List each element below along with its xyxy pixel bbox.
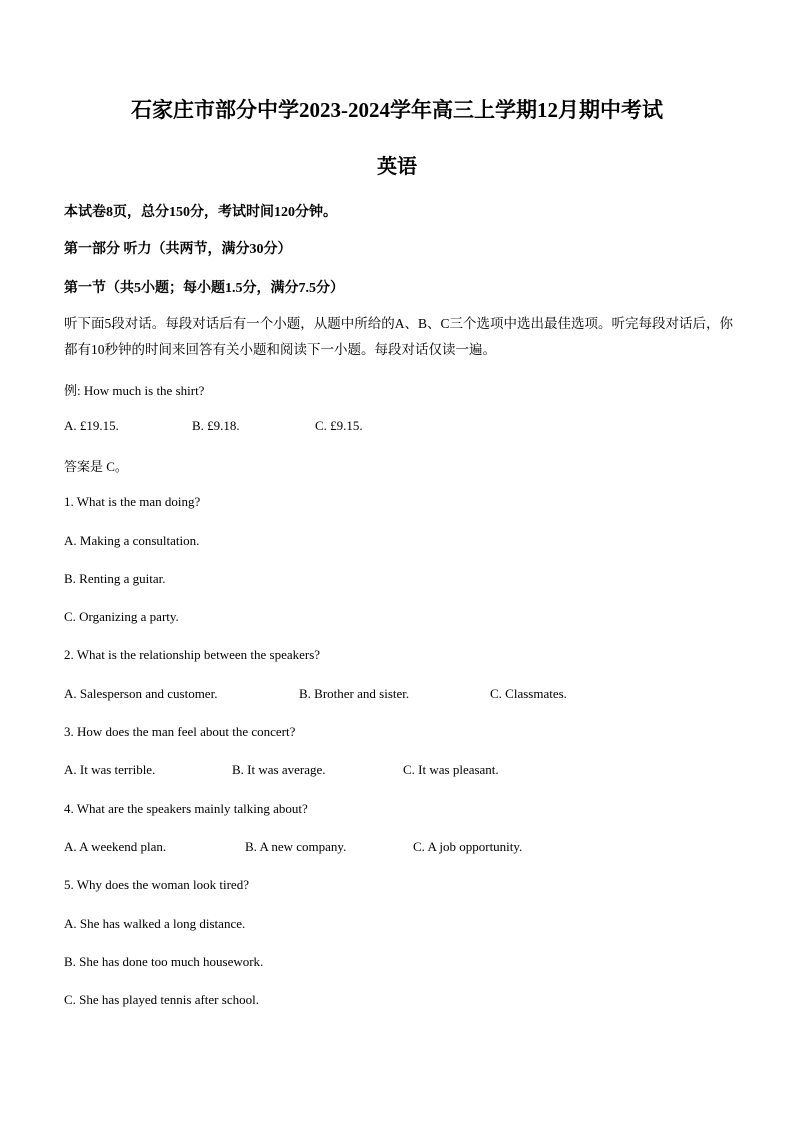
question-1-option-b: B. Renting a guitar. <box>64 571 166 586</box>
instructions-paragraph: 听下面5段对话。每段对话后有一个小题，从题中所给的A、B、C三个选项中选出最佳选项。听完每段对话后，你都有10秒钟的时间来回答有关小题和阅读下一小题。每段对话仅读一遍。 <box>64 316 734 357</box>
example-option-a: A. £19.15. <box>64 418 119 433</box>
question-4-option-a: A. A weekend plan. <box>64 839 167 854</box>
question-2-option-b: B. Brother and sister. <box>299 686 410 701</box>
example-question: 例: How much is the shirt? <box>64 383 205 398</box>
question-1-option-a: A. Making a consultation. <box>64 533 200 548</box>
question-5-option-c: C. She has played tennis after school. <box>64 992 259 1007</box>
question-3-option-b: B. It was average. <box>232 762 326 777</box>
question-3-option-a: A. It was terrible. <box>64 762 156 777</box>
exam-subject: 英语 <box>377 156 417 178</box>
question-4-option-c: C. A job opportunity. <box>413 839 523 854</box>
question-1-option-c: C. Organizing a party. <box>64 609 179 624</box>
example-answer: 答案是 C。 <box>64 459 128 474</box>
example-option-b: B. £9.18. <box>192 418 240 433</box>
exam-info: 本试卷8页，总分150分，考试时间120分钟。 <box>64 205 337 220</box>
question-2-option-a: A. Salesperson and customer. <box>64 686 218 701</box>
question-1: 1. What is the man doing? <box>64 494 201 509</box>
question-3-option-c: C. It was pleasant. <box>403 762 499 777</box>
example-option-c: C. £9.15. <box>315 418 363 433</box>
question-5: 5. Why does the woman look tired? <box>64 877 249 892</box>
question-2-option-c: C. Classmates. <box>490 686 567 701</box>
part-heading: 第一部分 听力（共两节，满分30分） <box>64 242 292 257</box>
question-3: 3. How does the man feel about the concert? <box>64 724 296 739</box>
question-5-option-a: A. She has walked a long distance. <box>64 916 246 931</box>
question-4-option-b: B. A new company. <box>245 839 347 854</box>
exam-title: 石家庄市部分中学2023-2024学年高三上学期12月期中考试 <box>131 98 663 122</box>
section-heading: 第一节（共5小题；每小题1.5分，满分7.5分） <box>64 281 344 296</box>
question-5-option-b: B. She has done too much housework. <box>64 954 264 969</box>
question-4: 4. What are the speakers mainly talking about? <box>64 801 308 816</box>
question-2: 2. What is the relationship between the speakers? <box>64 647 321 662</box>
